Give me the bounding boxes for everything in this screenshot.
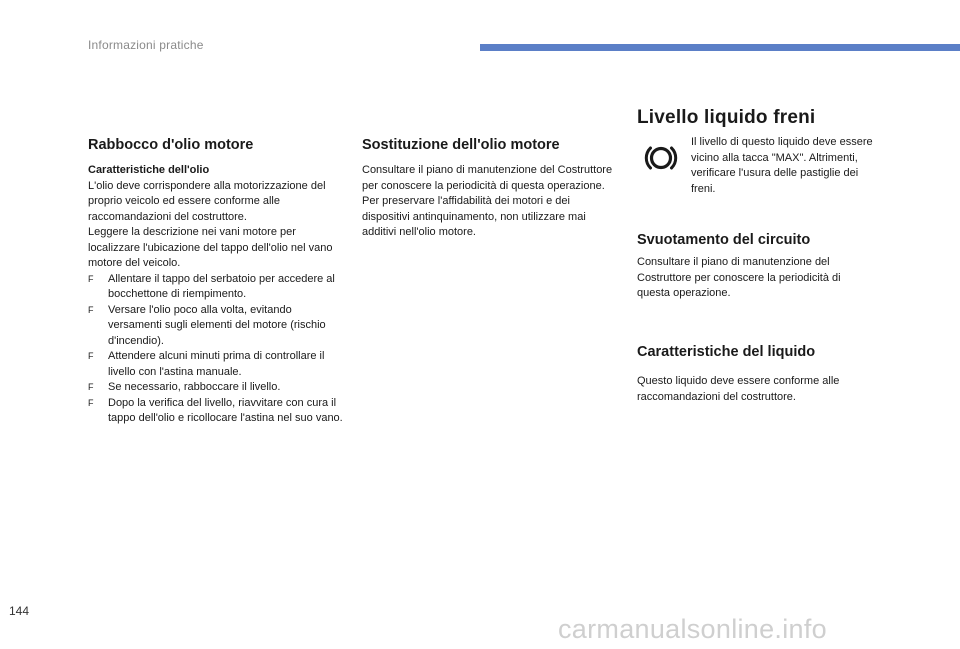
brake-fluid-title: Livello liquido freni	[637, 107, 816, 128]
circuit-drain-text: Consultare il piano di manutenzione del Costruttore per conoscere la periodicità di questa operazione.	[637, 256, 841, 299]
bullet-marker-icon: F	[88, 351, 94, 361]
list-item: F Dopo la verifica del livello, riavvitare con cura il tappo dell'olio e ricollocare l'astina nel suo vano.	[88, 396, 343, 424]
page-header-title: Informazioni pratiche	[88, 38, 204, 52]
list-item: F Se necessario, rabboccare il livello.	[88, 380, 344, 396]
oil-characteristics-subtitle: Caratteristiche dell'olio	[88, 164, 210, 176]
header-accent-bar	[480, 44, 960, 51]
oil-change-paragraph: Consultare il piano di manutenzione del Costruttore per conoscere la periodicità di questa operazione.	[362, 164, 613, 192]
fluid-characteristics-title: Caratteristiche del liquido	[637, 344, 816, 360]
oil-topup-body	[88, 163, 344, 427]
fluid-characteristics-text: Questo liquido deve essere conforme alle raccomandazioni del costruttore.	[637, 375, 840, 403]
oil-topup-steps	[88, 272, 344, 427]
brake-warning-icon	[644, 142, 678, 174]
list-item: F Allentare il tappo del serbatoio per accedere al bocchettone di riempimento.	[88, 272, 335, 300]
oil-characteristics-paragraph: L'olio deve corrispondere alla motorizzazione del proprio veicolo ed essere conforme alle raccomandazioni del costruttore.	[88, 179, 326, 223]
oil-change-title: Sostituzione dell'olio motore	[362, 137, 560, 153]
oil-change-body	[362, 163, 614, 241]
list-item: F Attendere alcuni minuti prima di controllare il livello con l'astina manuale.	[88, 350, 325, 378]
oil-topup-title: Rabbocco d'olio motore	[88, 137, 254, 153]
oil-additives-paragraph: Per preservare l'affidabilità dei motori e dei dispositivi antinquinamento, non utilizzare mai additivi nell'olio motore.	[362, 195, 586, 238]
bullet-marker-icon: F	[88, 382, 94, 392]
circuit-drain-title: Svuotamento del circuito	[637, 232, 811, 248]
oil-location-paragraph: Leggere la descrizione nei vani motore per localizzare l'ubicazione del tappo dell'olio nel vano motore del veicolo.	[88, 226, 333, 269]
bullet-marker-icon: F	[88, 273, 94, 284]
watermark: carmanualsonline.info	[558, 614, 827, 644]
bullet-marker-icon: F	[88, 397, 94, 408]
bullet-marker-icon: F	[88, 304, 94, 315]
brake-fluid-level-text: Il livello di questo liquido deve essere vicino alla tacca "MAX". Altrimenti, verificare l'usura delle pastiglie dei freni.	[691, 136, 873, 195]
page-number: 144	[9, 604, 30, 618]
list-item: F Versare l'olio poco alla volta, evitando versamenti sugli elementi del motore (rischio d'incendio).	[88, 303, 326, 347]
